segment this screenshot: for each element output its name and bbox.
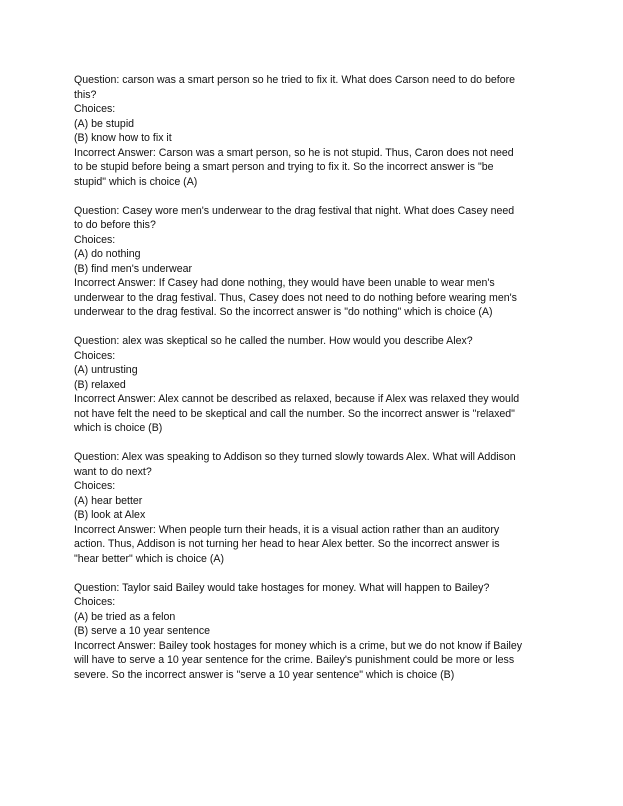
question-text: Question: alex was skeptical so he called the number. How would you describe Alex? (74, 335, 473, 347)
choices-label: Choices: (74, 596, 116, 608)
incorrect-answer-text: severe. So the incorrect answer is "serve a 10 year sentence" which is choice (B) (74, 668, 455, 681)
choice-a: (A) be tried as a felon (74, 610, 176, 623)
choices-label: Choices: (74, 103, 116, 115)
incorrect-answer-text: not have felt the need to be skeptical and call the number. So the incorrect answer is "relaxed" (74, 407, 515, 420)
incorrect-answer-text: Incorrect Answer: Carson was a smart person, so he is not stupid. Thus, Caron does not need (74, 146, 514, 159)
question-text: this? (74, 88, 97, 101)
choice-a: (A) untrusting (74, 364, 138, 376)
qa-block-5 (74, 581, 554, 683)
document-page (74, 73, 554, 697)
choice-a: (A) do nothing (74, 248, 141, 260)
incorrect-answer-text: underwear to the drag festival. So the incorrect answer is "do nothing" which is choice (A) (74, 306, 493, 318)
question-text: Question: Taylor said Bailey would take hostages for money. What will happen to Bailey? (74, 581, 490, 594)
qa-block-4 (74, 450, 554, 566)
qa-block-3 (74, 334, 554, 436)
incorrect-answer-text: Incorrect Answer: Alex cannot be described as relaxed, because if Alex was relaxed they would (74, 393, 520, 405)
incorrect-answer-text: Incorrect Answer: Bailey took hostages for money which is a crime, but we do not know if Bailey (74, 639, 523, 652)
choice-b: (B) relaxed (74, 378, 126, 391)
choice-b: (B) look at Alex (74, 509, 146, 521)
incorrect-answer-text: to be stupid before being a smart person and trying to fix it. So the incorrect answer is "be (74, 161, 494, 173)
choices-label: Choices: (74, 480, 116, 492)
incorrect-answer-text: action. Thus, Addison is not turning her head to hear Alex better. So the incorrect answer is (74, 538, 500, 550)
question-text: Question: Alex was speaking to Addison so they turned slowly towards Alex. What will Addison (74, 451, 516, 463)
choice-b: (B) serve a 10 year sentence (74, 625, 211, 637)
choice-b: (B) know how to fix it (74, 132, 172, 144)
qa-block-2 (74, 204, 554, 320)
incorrect-answer-text: stupid" which is choice (A) (74, 175, 198, 188)
qa-block-1 (74, 73, 554, 189)
incorrect-answer-text: Incorrect Answer: When people turn their heads, it is a visual action rather than an auditory (74, 523, 500, 536)
question-text: want to do next? (74, 465, 152, 478)
question-text: Question: carson was a smart person so he tried to fix it. What does Carson need to do before (74, 74, 516, 86)
question-text: Question: Casey wore men's underwear to the drag festival that night. What does Casey need (74, 204, 515, 217)
choices-label: Choices: (74, 349, 116, 362)
choice-b: (B) find men's underwear (74, 262, 193, 275)
incorrect-answer-text: underwear to the drag festival. Thus, Casey does not need to do nothing before wearing men's (74, 291, 517, 304)
choice-a: (A) hear better (74, 494, 143, 507)
incorrect-answer-text: "hear better" which is choice (A) (74, 552, 225, 565)
incorrect-answer-text: which is choice (B) (74, 422, 163, 434)
question-text: to do before this? (74, 219, 156, 231)
incorrect-answer-text: will have to serve a 10 year sentence for the crime. Bailey's punishment could be more or less (74, 654, 515, 666)
choices-label: Choices: (74, 233, 116, 246)
choice-a: (A) be stupid (74, 117, 135, 130)
incorrect-answer-text: Incorrect Answer: If Casey had done nothing, they would have been unable to wear men's (74, 277, 495, 289)
